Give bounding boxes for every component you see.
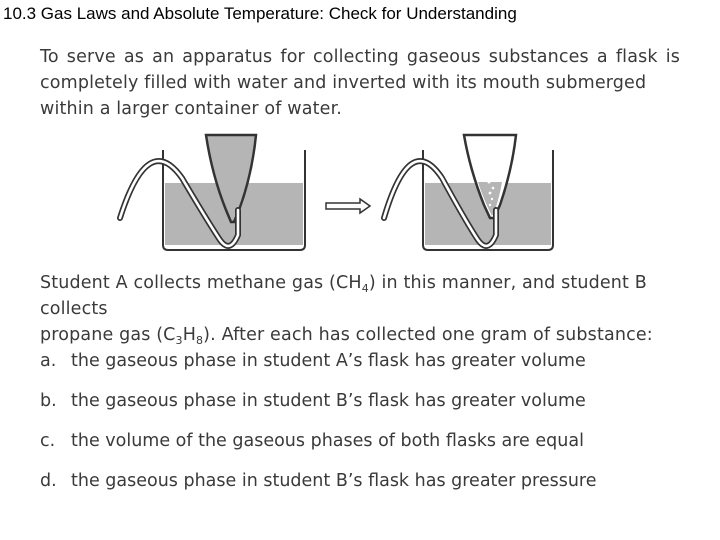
arrow-right-icon (326, 199, 370, 213)
option-a[interactable] (40, 351, 680, 371)
option-letter: a. (40, 351, 57, 371)
question-text: ) in this manner, and student B collects (40, 273, 647, 319)
option-text: the volume of the gaseous phases of both flasks are equal (71, 431, 584, 451)
option-b[interactable] (40, 391, 680, 411)
intro-line-3: within a larger container of water. (40, 99, 343, 119)
subscript: 3 (175, 334, 183, 347)
intro-line-2: completely filled with water and inverted with its mouth submerged (40, 73, 647, 93)
option-letter: b. (40, 391, 57, 411)
option-letter: c. (40, 431, 56, 451)
option-d[interactable] (40, 471, 680, 491)
apparatus-before (120, 135, 305, 250)
option-letter: d. (40, 471, 57, 491)
option-text: the gaseous phase in student B’s flask has greater volume (71, 391, 586, 411)
question-text: Student A collects methane gas (CH (40, 273, 362, 293)
intro-line-1: To serve as an apparatus for collecting gaseous substances a flask is (40, 47, 680, 67)
subscript: 8 (196, 334, 204, 347)
question-text: propane gas (C (40, 325, 176, 345)
slide-title: 10.3 Gas Laws and Absolute Temperature: Check for Understanding (3, 4, 517, 23)
option-text: the gaseous phase in student A’s flask has greater volume (71, 351, 586, 371)
option-c[interactable] (40, 431, 680, 451)
subscript: 4 (361, 282, 369, 295)
question-line-2 (40, 322, 680, 348)
apparatus-after (384, 135, 553, 250)
question-line-1 (40, 270, 680, 322)
question-paragraph (40, 270, 680, 348)
question-text: H (182, 325, 197, 345)
question-text: ). After each has collected one gram of substance: (203, 325, 653, 345)
option-text: the gaseous phase in student B’s flask has greater pressure (71, 471, 597, 491)
